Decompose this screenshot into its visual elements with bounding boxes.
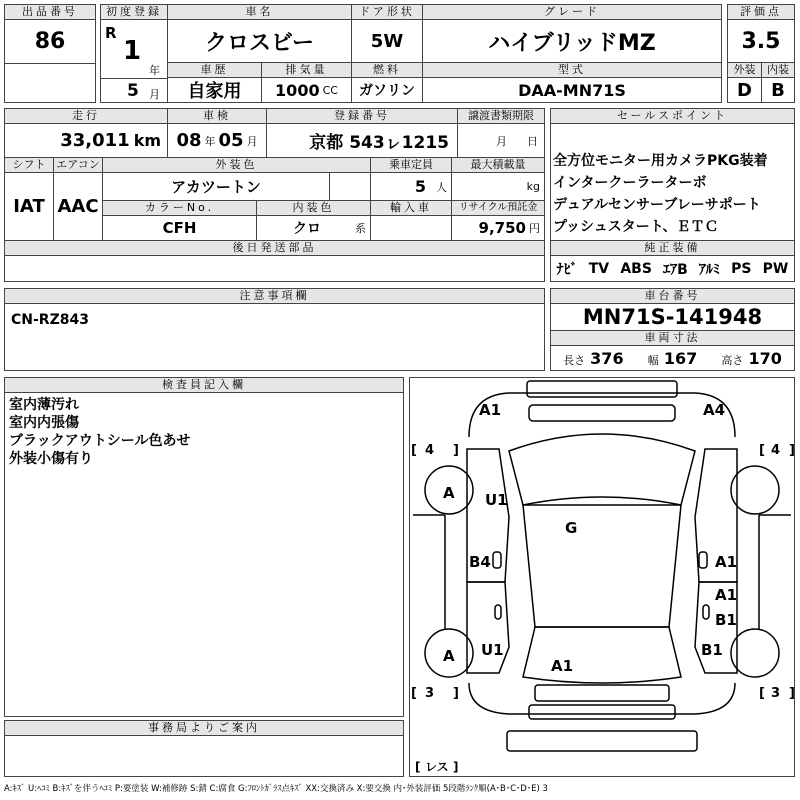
damage-mark: A1	[715, 586, 738, 604]
capacity-unit: 人	[436, 180, 447, 194]
era-label: R	[105, 24, 117, 42]
car-name-label: 車名	[167, 4, 352, 20]
history: 自家用	[167, 77, 262, 103]
inspection-month: 05	[218, 130, 244, 151]
length-value: 376	[590, 348, 624, 368]
damage-mark: G	[565, 519, 578, 537]
tire-fl-bracket-close: ]	[453, 443, 459, 458]
inspector-box	[4, 392, 404, 717]
displacement-label: 排気量	[261, 62, 352, 78]
displacement	[261, 77, 352, 103]
capacity-label: 乗車定員	[370, 157, 452, 173]
shift-type: IAT	[4, 172, 54, 241]
exterior-grade: D	[727, 77, 762, 103]
interior-color-label: 内装色	[256, 200, 371, 216]
roof-outline	[523, 505, 681, 627]
damage-mark: U1	[481, 641, 504, 659]
later-parts-label: 後日発送部品	[4, 240, 545, 256]
left-handle-marker	[495, 605, 501, 619]
tire-rl-bracket-close: ]	[453, 686, 459, 701]
max-load-unit: kg	[526, 180, 540, 193]
tire-front-right	[731, 466, 779, 514]
inspector-line: ブラックアウトシール色あせ	[9, 433, 191, 449]
tire-rear-right	[731, 629, 779, 677]
capacity-value: 5	[414, 177, 426, 196]
tire-rr-bracket-close: ]	[789, 686, 795, 701]
interior-color-unit: 系	[355, 222, 366, 235]
score: 3.5	[727, 19, 795, 63]
inspection-label: 車検	[167, 108, 267, 124]
spare-tire-label: レス	[425, 760, 449, 774]
mileage	[4, 123, 168, 158]
exterior-grade-label: 外装	[727, 62, 762, 78]
tire-fl-bracket-open: [	[411, 443, 417, 458]
notes-label: 注意事項欄	[4, 288, 545, 304]
import-value	[370, 215, 452, 241]
equipment-alloy: ｱﾙﾐ	[698, 261, 720, 278]
interior-grade-label: 内装	[761, 62, 795, 78]
lot-number-blank	[4, 63, 96, 103]
equipment-pw: PW	[762, 260, 789, 277]
width-label: 幅	[647, 353, 659, 367]
equipment-abs: ABS	[620, 260, 652, 277]
fuel: ガソリン	[351, 77, 423, 103]
damage-mark: A1	[479, 401, 502, 419]
right-handle-marker	[703, 605, 709, 619]
shift-label: シフト	[4, 157, 54, 173]
color-number: CFH	[102, 215, 257, 241]
recycle-value: 9,750	[478, 219, 526, 237]
tailgate-outline	[535, 685, 669, 701]
equipment-ps: PS	[731, 260, 752, 277]
damage-mark: A	[443, 647, 455, 665]
registration-year: 1	[123, 36, 142, 66]
damage-mark: A1	[551, 657, 574, 675]
damage-mark: A	[443, 484, 455, 502]
sales-point-line: デュアルセンサーブレーサポート	[553, 197, 761, 213]
registration-month: 5	[127, 81, 139, 101]
dimensions-label-text: 車両寸法	[644, 331, 701, 344]
damage-mark: B1	[701, 641, 723, 659]
tire-fr-bracket-open: [	[759, 443, 765, 458]
mileage-value: 33,011	[60, 130, 130, 151]
capacity	[370, 172, 452, 201]
inspector-line: 室内内張傷	[9, 415, 79, 431]
dimensions	[550, 345, 795, 371]
transfer-deadline	[457, 123, 545, 158]
interior-color-value: クロ	[293, 221, 321, 237]
width-value: 167	[663, 348, 698, 368]
model-code: DAA-MN71S	[422, 77, 722, 103]
chassis-label: 車台番号	[550, 288, 795, 304]
first-registration-box	[100, 19, 168, 103]
chassis-number: MN71S-141948	[550, 303, 795, 331]
plate-label: 登録番号	[266, 108, 458, 124]
score-label: 評価点	[727, 4, 795, 20]
max-load	[451, 172, 545, 201]
transfer-month-unit: 月	[496, 134, 507, 148]
tire-rr-depth: 3	[771, 686, 781, 701]
damage-marks	[443, 401, 737, 675]
left-rear-door-outline	[467, 582, 509, 673]
door-type: 5W	[351, 19, 423, 63]
interior-color	[256, 215, 371, 241]
inspection-year-unit: 年	[204, 134, 216, 148]
recycle-deposit	[451, 215, 545, 241]
sales-points-box	[550, 123, 795, 241]
recycle-label: リサイクル預託金	[451, 200, 545, 216]
lot-number-label: 出品番号	[4, 4, 96, 20]
inspector-line: 外装小傷有り	[9, 451, 93, 467]
hood-grille-outline	[529, 405, 675, 421]
mileage-unit: km	[133, 131, 161, 150]
max-load-label: 最大積載量	[451, 157, 545, 173]
exterior-color: アカツートン	[102, 172, 330, 201]
height-label: 高さ	[721, 353, 744, 367]
tire-fl-depth: 4	[425, 443, 435, 458]
first-registration-label: 初度登録	[100, 4, 168, 20]
damage-mark: B4	[469, 553, 491, 571]
plate-number: 京都 543ㇾ1215	[266, 123, 458, 158]
inspection-month-unit: 月	[246, 134, 258, 148]
rear-bumper-outline	[469, 683, 735, 714]
damage-mark: A1	[715, 553, 738, 571]
tire-fr-depth: 4	[771, 443, 781, 458]
inspection-year: 08	[176, 130, 202, 151]
car-name: クロスビー	[167, 19, 352, 63]
month-unit: 月	[149, 88, 160, 101]
left-mirror-marker	[493, 552, 501, 568]
import-label: 輸入車	[370, 200, 452, 216]
rear-window-outline	[523, 627, 681, 683]
inspection-date	[167, 123, 267, 158]
exterior-color-blank	[329, 172, 371, 201]
displacement-unit: CC	[322, 83, 338, 97]
damage-mark: B1	[715, 611, 737, 629]
exterior-color-label: 外装色	[102, 157, 371, 173]
office-box	[4, 735, 404, 777]
model-label: 型式	[422, 62, 722, 78]
spare-bracket-open: [	[415, 760, 421, 774]
tire-rl-depth: 3	[425, 686, 435, 701]
recycle-unit: 円	[529, 222, 540, 235]
sales-point-line: プッシュスタート、ＥＴＣ	[553, 219, 719, 235]
interior-grade: B	[761, 77, 795, 103]
sales-point-line: インタークーラーターボ	[553, 175, 707, 191]
equipment-tv: TV	[588, 260, 610, 277]
roof-top-outline	[527, 381, 677, 397]
sales-point-line: 全方位モニター用カメラPKG装着	[553, 153, 768, 169]
aircon-label: エアコン	[53, 157, 103, 173]
later-parts-value	[4, 255, 545, 282]
tire-rr-bracket-open: [	[759, 686, 765, 701]
tire-fr-bracket-close: ]	[789, 443, 795, 458]
dimensions-label	[550, 330, 795, 346]
damage-mark: A4	[703, 401, 726, 419]
transfer-day-unit: 日	[527, 134, 538, 148]
sales-points-label: セールスポイント	[550, 108, 795, 124]
equipment-label: 純正装備	[550, 240, 795, 256]
color-number-label: カラーNo.	[102, 200, 257, 216]
equipment-list	[550, 255, 795, 282]
aircon-type: AAC	[53, 172, 103, 241]
year-unit: 年	[149, 64, 160, 77]
displacement-value: 1000	[275, 80, 320, 100]
legend-footer: A:ｷｽﾞ U:ﾍｺﾐ B:ｷｽﾞを伴うﾍｺﾐ P:要塗装 W:補修跡 S:錆 C:腐食 G:ﾌﾛﾝﾄｶﾞﾗｽ点ｷｽﾞ XX:交換済み X:要交換 内･外装評価 5段階ﾗﾝｸ順(A･B･C･D･E) 3	[4, 784, 548, 794]
notes-box	[4, 303, 545, 371]
windshield-outline	[509, 434, 695, 505]
right-mirror-marker	[699, 552, 707, 568]
transfer-deadline-label: 譲渡書類期限	[457, 108, 545, 124]
history-label: 車歴	[167, 62, 262, 78]
inspector-line: 室内薄汚れ	[9, 397, 79, 413]
length-label: 長さ	[563, 353, 586, 367]
notes-text: CN-RZ843	[11, 312, 89, 328]
tire-rl-bracket-open: [	[411, 686, 417, 701]
rear-panel-outline	[529, 705, 675, 719]
spare-outline	[507, 731, 697, 751]
inspector-label: 検査員記入欄	[4, 377, 404, 393]
front-bumper-outline	[469, 393, 735, 437]
equipment-airbag: ｴｱB	[663, 261, 688, 278]
car-diagram	[409, 377, 795, 777]
fuel-label: 燃料	[351, 62, 423, 78]
office-label: 事務局よりご案内	[4, 720, 404, 736]
mileage-label: 走行	[4, 108, 168, 124]
height-value: 170	[748, 348, 782, 368]
grade: ハイブリッドMZ	[422, 19, 722, 63]
grade-label: グレード	[422, 4, 722, 20]
spare-bracket-close: ]	[453, 760, 459, 774]
damage-mark: U1	[485, 491, 508, 509]
equipment-nav: ﾅﾋﾞ	[556, 261, 578, 278]
door-type-label: ドア形状	[351, 4, 423, 20]
lot-number: 86	[4, 19, 96, 64]
